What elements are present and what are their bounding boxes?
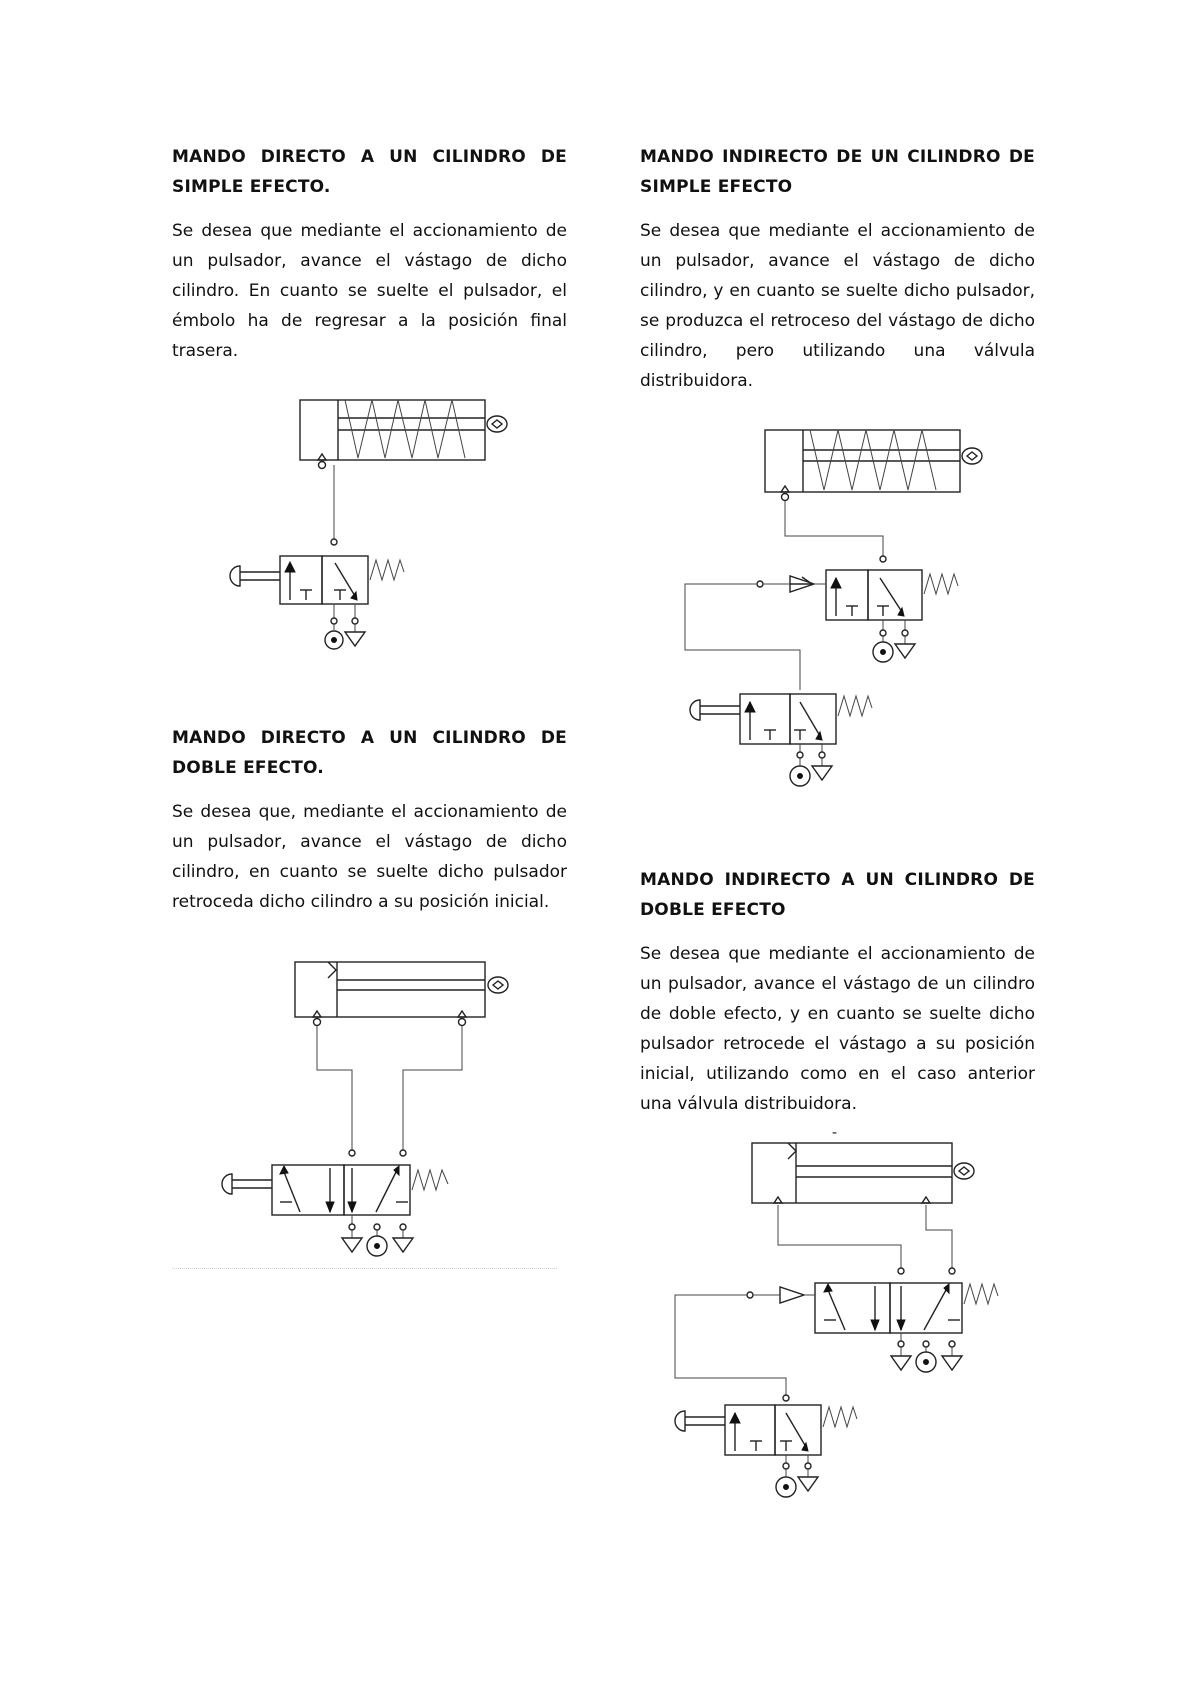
valve-3-2-pushbutton (675, 1395, 857, 1497)
section-paragraph: Se desea que, mediante el accionamiento de un pulsador, avance el vástago de dicho cilindro, en cuanto se suelte dicho pulsador retroceda dicho cilindro a su posición inicial. (172, 802, 567, 912)
pilot-port (747, 1292, 753, 1298)
section-heading: MANDO INDIRECTO A UN CILINDRO DE DOBLE EFECTO (640, 870, 1035, 920)
section-heading: MANDO INDIRECTO DE UN CILINDRO DE SIMPLE EFECTO (640, 147, 1035, 197)
section-paragraph: Se desea que mediante el accionamiento de un pulsador, avance el vástago de dicho cilindro, y en cuanto se suelte dicho pulsador, se produzca el retroceso del vástago de dicho cilindro, pero utilizando una válvula distribuidora. (640, 221, 1035, 391)
section-paragraph: Se desea que mediante el accionamiento de un pulsador, avance el vástago de un cilindro de doble efecto, y en cuanto se suelte dicho pulsador retrocede el vástago a su posición inicial, utilizando como en el caso anterior una válvula distribuidora. (640, 944, 1035, 1114)
section-paragraph: Se desea que mediante el accionamiento de un pulsador, avance el vástago de dicho cilindro. En cuanto se suelte el pulsador, el émbolo ha de regresar a la posición final trasera. (172, 221, 567, 361)
section-heading: MANDO DIRECTO A UN CILINDRO DE DOBLE EFECTO. (172, 728, 567, 778)
stray-mark: - (832, 1125, 838, 1141)
line-b (926, 1205, 952, 1268)
double-acting-cylinder (752, 1143, 974, 1203)
line-a (778, 1205, 901, 1268)
valve-5-2-pilot (780, 1268, 998, 1372)
pilot-line (675, 1295, 786, 1396)
section-heading: MANDO DIRECTO A UN CILINDRO DE SIMPLE EFECTO. (172, 147, 567, 197)
